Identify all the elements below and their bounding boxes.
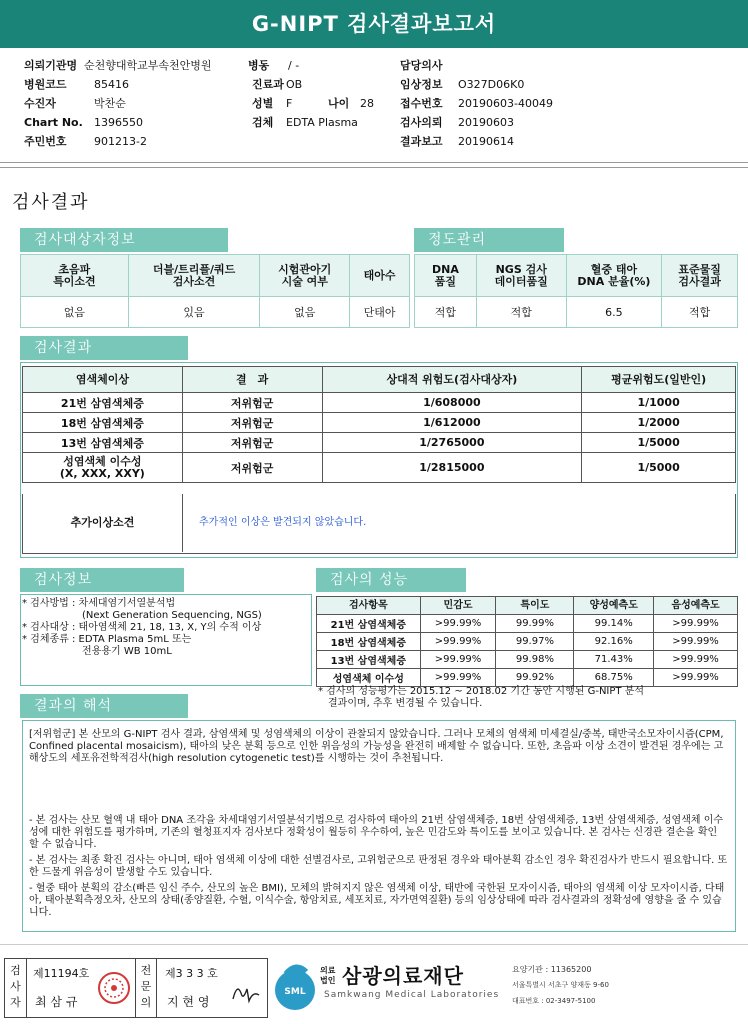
info-value: / - — [288, 59, 300, 72]
performance-heading: 검사의 성능 — [316, 568, 466, 592]
info-value: 20190614 — [458, 135, 514, 148]
info-label: 병동 — [248, 59, 270, 72]
divider — [0, 167, 748, 168]
info-value: 순천향대학교부속천안병원 — [84, 59, 212, 72]
info-row — [24, 56, 212, 75]
table-cell: 저위험군 — [182, 393, 322, 413]
table-cell: 단태아 — [350, 297, 410, 328]
info-row — [252, 75, 374, 94]
info-row — [400, 113, 553, 132]
info-label: 검사의뢰 — [400, 116, 443, 129]
table-row — [317, 651, 738, 669]
table-row — [23, 453, 736, 483]
extra-findings-value: 추가적인 이상은 발견되지 않았습니다. — [199, 517, 367, 528]
test-info-line: (Next Generation Sequencing, NGS) — [22, 610, 262, 621]
interpretation-paragraph: - 본 검사는 산모 혈액 내 태아 DNA 조각을 차세대염기서열분석기법으로 검사하여 태아의 21번 삼염색체증, 18번 삼염색체증, 13번 삼염색체증, 성염색체 이수성에 대한 위험도를 평가하며, 기존의 혈청표지자 검사보다 정확성이 월등히 우수하여, 높은 민감도와 특이도를 보이고 있습니다. 본 검사는 신경관 결손을 확인 할 수 없습니다. — [29, 815, 724, 850]
table-cell: >99.99% — [654, 651, 738, 669]
table-cell: 저위험군 — [182, 413, 322, 433]
table-cell: 1/2765000 — [322, 433, 582, 453]
table-cell: 적합 — [662, 297, 738, 328]
info-label: 검체 — [252, 116, 274, 129]
table-header: 표준물질 검사결과 — [662, 255, 738, 297]
test-info-line: * 검사방법 : 차세대염기서열분석법 — [22, 598, 176, 609]
info-label: 임상정보 — [400, 78, 443, 91]
info-value: 20190603-40049 — [458, 97, 553, 110]
table-row — [317, 615, 738, 633]
logo-text: SML — [284, 987, 306, 997]
table-header: 음성예측도 — [654, 597, 738, 615]
table-header: 상대적 위험도(검사대상자) — [322, 367, 582, 393]
subject-info-heading: 검사대상자정보 — [20, 228, 228, 252]
table-header: DNA 품질 — [415, 255, 477, 297]
info-label: 진료과 — [252, 78, 284, 91]
table-cell: 1/2000 — [582, 413, 736, 433]
specialist-label: 전문의 — [135, 959, 157, 1017]
report-title: G-NIPT 검사결과보고서 — [0, 0, 748, 48]
org-code: 요양기관 : 11365200 — [512, 965, 592, 974]
table-cell: 1/2815000 — [322, 453, 582, 483]
table-row — [317, 633, 738, 651]
info-value: 901213-2 — [94, 135, 147, 148]
table-cell: 68.75% — [574, 669, 654, 687]
signature-box — [4, 958, 268, 1018]
table-cell: 성염색체 이수성 — [317, 669, 421, 687]
table-header: 특이도 — [496, 597, 574, 615]
info-mid-column — [248, 56, 374, 132]
info-row — [400, 56, 553, 75]
org-english-name: Samkwang Medical Laboratories — [324, 990, 500, 1000]
footer — [0, 952, 748, 1024]
info-label: 성별 — [252, 97, 274, 110]
info-value: 1396550 — [94, 116, 143, 129]
examiner-name: 최 삼 규 — [35, 995, 78, 1009]
interpretation-heading: 결과의 해석 — [20, 694, 188, 718]
org-name: 삼광의료재단 — [342, 964, 464, 988]
info-value: EDTA Plasma — [286, 116, 358, 129]
table-cell: 없음 — [260, 297, 350, 328]
specialist-number: 제3 3 3 호 — [165, 967, 218, 980]
table-cell: 1/5000 — [582, 453, 736, 483]
info-value: O327D06K0 — [458, 78, 525, 91]
info-value: F — [286, 97, 293, 110]
table-cell: 6.5 — [566, 297, 662, 328]
examiner-label: 검사자 — [5, 959, 27, 1017]
test-info-heading: 검사정보 — [20, 568, 184, 592]
org-address: 서울특별시 서초구 양재동 9-60 — [512, 981, 609, 989]
info-row — [24, 94, 212, 113]
divider — [0, 944, 748, 945]
info-value: 20190603 — [458, 116, 514, 129]
info-label: 결과보고 — [400, 135, 443, 148]
table-cell: 99.92% — [496, 669, 574, 687]
test-info-lines — [22, 598, 310, 658]
table-cell: 적합 — [415, 297, 477, 328]
info-value: OB — [286, 78, 303, 91]
table-cell: 99.14% — [574, 615, 654, 633]
table-cell: 21번 삼염색체증 — [23, 393, 183, 413]
table-header: 시험관아기 시술 여부 — [260, 255, 350, 297]
info-label: 병원코드 — [24, 78, 67, 91]
info-row — [24, 113, 212, 132]
table-cell: 성염색체 이수성 (X, XXX, XXY) — [23, 453, 183, 483]
divider — [0, 162, 748, 163]
table-cell: >99.99% — [420, 651, 496, 669]
table-row — [23, 433, 736, 453]
table-cell: >99.99% — [420, 633, 496, 651]
table-cell: 92.16% — [574, 633, 654, 651]
info-row — [252, 94, 374, 113]
table-cell: >99.99% — [654, 669, 738, 687]
table-cell: 99.98% — [496, 651, 574, 669]
interpretation-box — [22, 720, 736, 932]
patient-info-block — [0, 54, 748, 150]
test-info-line: * 검사대상 : 태아염색체 21, 18, 13, X, Y의 수적 이상 — [22, 622, 262, 633]
test-info-line: * 검체종류 : EDTA Plasma 5mL 또는 — [22, 634, 192, 645]
info-right-column — [400, 56, 553, 151]
results-table — [22, 366, 736, 483]
table-cell: 있음 — [128, 297, 260, 328]
table-cell: 1/1000 — [582, 393, 736, 413]
table-cell: >99.99% — [420, 669, 496, 687]
table-cell: >99.99% — [654, 633, 738, 651]
table-cell: 적합 — [476, 297, 566, 328]
info-left-column — [24, 56, 212, 151]
sml-logo-icon — [272, 960, 318, 1012]
table-cell: >99.99% — [654, 615, 738, 633]
table-header: 검사항목 — [317, 597, 421, 615]
info-label: Chart No. — [24, 116, 83, 129]
table-cell: 99.99% — [496, 615, 574, 633]
age-label: 나이 — [328, 97, 350, 110]
table-row — [317, 669, 738, 687]
info-label: 의뢰기관명 — [24, 59, 78, 72]
info-label: 주민번호 — [24, 135, 67, 148]
qc-table — [414, 254, 738, 328]
examiner-number: 제11194호 — [33, 967, 90, 980]
table-header: 혈중 태아 DNA 분율(%) — [566, 255, 662, 297]
info-value: 85416 — [94, 78, 129, 91]
results-heading: 검사결과 — [20, 336, 188, 360]
qc-heading: 정도관리 — [414, 228, 564, 252]
specialist-name: 지 현 영 — [167, 995, 210, 1009]
table-cell: 13번 삼염색체증 — [23, 433, 183, 453]
info-row — [24, 75, 212, 94]
interpretation-paragraph: - 본 검사는 최종 확진 검사는 아니며, 태아 염색체 이상에 대한 선별검사로, 고위험군으로 판정된 경우와 태아분획 감소인 경우 확진검사가 반드시 필요합니다. 또한 드물게 위음성이 발생할 수도 있습니다. — [29, 855, 728, 878]
info-label: 담당의사 — [400, 59, 443, 72]
table-cell: 1/5000 — [582, 433, 736, 453]
table-header: 평균위험도(일반인) — [582, 367, 736, 393]
extra-findings-label: 추가이상소견 — [23, 494, 183, 552]
org-phone: 대표번호 : 02-3497-5100 — [512, 997, 596, 1005]
table-cell: 18번 삼염색체증 — [23, 413, 183, 433]
section-main-heading: 검사결과 — [12, 192, 90, 213]
table-cell: 없음 — [21, 297, 129, 328]
table-header: 염색체이상 — [23, 367, 183, 393]
table-cell: 99.97% — [496, 633, 574, 651]
info-value: 박찬순 — [94, 97, 126, 110]
info-label: 접수번호 — [400, 97, 443, 110]
info-row — [248, 56, 374, 75]
interpretation-paragraph: - 혈중 태아 분획의 감소(빠른 임신 주수, 산모의 높은 BMI), 모체의 밝혀지지 않은 염색체 이상, 태반에 국한된 모자이시즘, 태아의 염색체 이상 모자이시즘, 다태아, 태아분획측정오차, 산모의 상태(종양질환, 수혈, 이식수술, 항암치료, 세포치료, 자가면역질환) 등의 임상상태에 따라 검사결과의 정확성에 영향을 줄 수 있습니다. — [29, 883, 725, 918]
table-row — [23, 393, 736, 413]
age-value: 28 — [360, 97, 374, 110]
performance-note: * 검사의 성능평가는 2015.12 ~ 2018.02 기간 동안 시행된 G-NIPT 분석 결과이며, 추후 변경될 수 있습니다. — [318, 686, 645, 709]
info-row — [252, 113, 374, 132]
info-label: 수진자 — [24, 97, 56, 110]
interpretation-paragraph: [저위험군] 본 산모의 G-NIPT 검사 결과, 삼염색체 및 성염색체의 이상이 관찰되지 않았습니다. 그러나 모체의 염색체 미세결실/중복, 태반국소모자이시즘(CPM, Confined placental mosaicism), 태아의 낮은 분획 등으로 인한 위음성의 가능성을 완전히 배제할 수 없습니다. 또한, 초음파 이상 소견이 발견된 경우에는 고해상도의 세포유전학적검사(high resolution cytogenetic test)를 시행하는 것이 추천됩니다. — [29, 729, 724, 764]
table-cell: 저위험군 — [182, 433, 322, 453]
subject-info-table — [20, 254, 410, 328]
table-cell: 저위험군 — [182, 453, 322, 483]
info-row — [400, 132, 553, 151]
info-row — [400, 94, 553, 113]
table-header: 초음파 특이소견 — [21, 255, 129, 297]
table-cell: 21번 삼염색체증 — [317, 615, 421, 633]
signature-scribble-icon — [229, 979, 263, 1007]
table-cell: >99.99% — [420, 615, 496, 633]
table-cell: 71.43% — [574, 651, 654, 669]
org-prefix: 의료 법인 — [320, 966, 336, 985]
table-header: 양성예측도 — [574, 597, 654, 615]
table-header: 민감도 — [420, 597, 496, 615]
performance-table — [316, 596, 738, 687]
table-cell: 1/612000 — [322, 413, 582, 433]
test-info-line: 전용용기 WB 10mL — [22, 646, 172, 657]
extra-findings-row — [22, 494, 736, 554]
table-header: NGS 검사 데이터품질 — [476, 255, 566, 297]
info-row — [24, 132, 212, 151]
stamp-seal-icon — [97, 971, 131, 1005]
table-row — [23, 413, 736, 433]
info-row — [400, 75, 553, 94]
table-cell: 18번 삼염색체증 — [317, 633, 421, 651]
table-cell: 1/608000 — [322, 393, 582, 413]
table-cell: 13번 삼염색체증 — [317, 651, 421, 669]
table-header: 태아수 — [350, 255, 410, 297]
organization-logo-block — [272, 958, 742, 1018]
table-header: 더블/트리플/쿼드 검사소견 — [128, 255, 260, 297]
table-header: 결 과 — [182, 367, 322, 393]
